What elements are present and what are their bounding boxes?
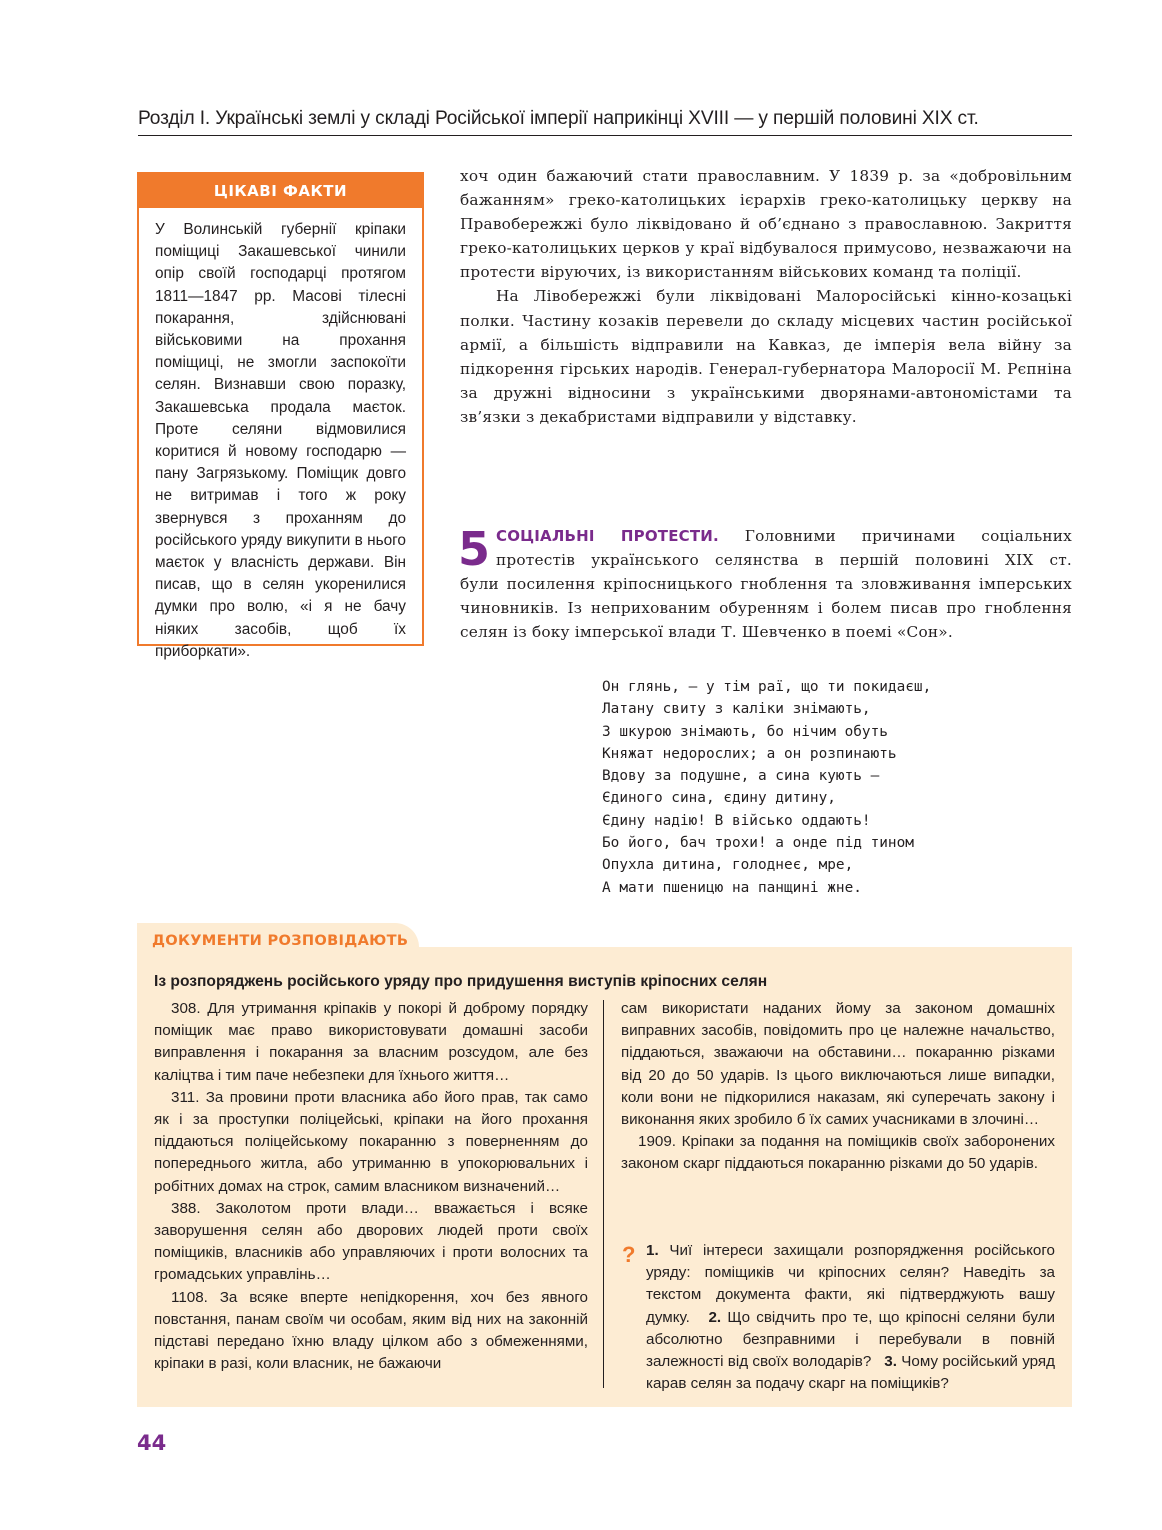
page-number: 44	[137, 1431, 167, 1455]
interesting-facts-box	[137, 172, 424, 660]
section-number: 5	[458, 522, 491, 576]
question-text: Чиї інтереси захищали розпорядження російського уряду: поміщиків чи кріпосних селян? Наведіть за текстом документа факти, які підтверджують вашу думку.	[646, 1242, 1055, 1326]
document-paragraph: сам використати наданих йому за законом домашніх виправних засобів, повідомить про це належне начальство, піддаються, зважаючи на обставини… покаранню різками від 20 до 50 ударів. Із цього виключаються лише випадки, коли вони не підкорилися наказам, які суперечать закону і виконання яких зробило б їх самих учасниками в злочині…	[621, 1000, 1055, 1129]
questions-block	[646, 1240, 1055, 1395]
question-icon: ?	[622, 1242, 636, 1267]
poem-line: Он глянь, — у тім раї, що ти покидаєш,	[602, 679, 932, 695]
question-text: Що свідчить про те, що кріпосні селяни були абсолютно безправними і перебували в повній залежності від своїх володарів?	[646, 1308, 1055, 1371]
document-paragraph: 311. За провини проти власника або його прав, так само як і за проступки поліцейські, кріпаки на його прохання піддаються поліцейському покаранню з поверненням до попереднього житла, або утриманню в упокорювальних і робітних домах на строк, самим власником визначений…	[154, 1088, 588, 1195]
interesting-facts-heading: ЦІКАВІ ФАКТИ	[139, 174, 422, 208]
question-number: 3.	[884, 1353, 897, 1371]
section-text-line2: протестів українського селянства в першій половині XIX ст.	[496, 551, 1072, 570]
documents-tab-label: ДОКУМЕНТИ РОЗПОВІДАЮТЬ	[152, 932, 409, 949]
header-divider	[138, 135, 1072, 136]
poem-line: З шкурою знімають, бо нічим обуть	[602, 723, 888, 740]
document-paragraph: 308. Для утримання кріпаків у покорі й доброму порядку поміщик має право використовувати домашні засоби виправлення і покарання за власним розсудом, але без каліцтва і тим паче небезпеки для їхнього життя…	[154, 1000, 588, 1084]
documents-left-column	[154, 998, 588, 1375]
poem-line: Вдову за подушне, а сина кують —	[602, 768, 880, 785]
main-text	[460, 164, 1072, 429]
question-text: Чому російський уряд карав селян за подачу скарг на поміщиків?	[646, 1353, 1055, 1393]
poem-line: Княжат недорослих; а он розпинають	[602, 745, 897, 762]
document-paragraph: 1909. Кріпаки за подання на поміщиків своїх заборонених законом скарг піддаються покаранню різками до 50 ударів.	[621, 1133, 1055, 1173]
column-divider	[603, 1000, 604, 1388]
poem-line: Бо його, бач трохи! а онде під тином	[602, 835, 914, 852]
document-paragraph: 388. Заколотом проти влади… вважається і всяке заворушення селян або дворових людей проти своїх поміщиків, власників або управляючих і проти волосних та громадських управлінь…	[154, 1199, 588, 1284]
interesting-facts-text: У Волинській губернії кріпаки поміщиці Закашевської чинили опір своїй господарці протягом 1811—1847 рр. Масові тілесні покарання, здійснювані військовими на прохання поміщиці, не змогли заспокоїти селян. Визнавши свою поразку, Закашевська продала маєток. Проте селяни відмовилися коритися й новому господарю — пану Загрязькому. Поміщик довго не витримав і того ж року звернувся з проханням до російського уряду викупити в нього маєток у власність держави. Він писав, що в селян укоренилися думки про волю, «і я не бачу ніяких засобів, щоб їх приборкати».	[155, 221, 406, 660]
section-text-line1: Головними причинами соціальних	[744, 527, 1072, 545]
poem-quote	[602, 676, 931, 899]
question-number: 2.	[708, 1308, 722, 1326]
poem-line: Опухла дитина, голоднеє, мре,	[602, 857, 854, 874]
poem-line: Єдину надію! В військо оддають!	[602, 812, 871, 829]
main-paragraph-1: хоч один бажаючий стати православним. У 1839 р. за «добровільним бажанням» греко-католицьких ієрархів греко-католицьку церкву на Правобережжі було ліквідовано й об’єднано з православною. Закриття греко-католицьких церков у краї відбувалося примусово, незважаючи на протести віруючих, із використанням військових команд та поліції.	[460, 167, 1072, 282]
main-paragraph-2: На Лівобережжі були ліквідовані Малоросійські кінно-козацькі полки. Частину козаків перевели до складу місцевих частин російської армії, а більшість відправили на Кавказ, де імперія вела війну за підкорення гірських народів. Генерал-губернатора Малоросії М. Рєпніна за дружні відносини з українськими дворянами-автономістами та зв’язки з декабристами відправили у відставку.	[460, 287, 1072, 426]
chapter-header: Розділ І. Українські землі у складі Російської імперії наприкінці XVIII — у першій половині XIX ст.	[138, 108, 979, 129]
documents-title: Із розпоряджень російського уряду про придушення виступів кріпосних селян	[154, 973, 768, 990]
poem-line: А мати пшеницю на панщині жне.	[602, 879, 862, 896]
poem-line: Єдиного сина, єдину дитину,	[602, 790, 836, 807]
documents-right-column	[621, 998, 1055, 1176]
section-heading: СОЦІАЛЬНІ ПРОТЕСТИ.	[496, 527, 719, 545]
section-text-rest: були посилення кріпосницького гноблення та зловживання імперських чиновників. Із неприхованим обуренням і болем писав про гноблення селян із боку імперської влади Т. Шевченко в поемі «Сон».	[460, 575, 1072, 642]
document-paragraph: 1108. За всяке вперте непідкорення, хоч без явного повстання, панам своїм чи особам, яким від них на законній підставі передано їхню владу цілком або з обмеженнями, кріпаки в разі, коли власник, не бажаючи	[154, 1288, 588, 1373]
question-number: 1.	[646, 1242, 659, 1259]
poem-line: Латану свиту з каліки знімають,	[602, 701, 871, 718]
section-text	[460, 524, 1072, 644]
